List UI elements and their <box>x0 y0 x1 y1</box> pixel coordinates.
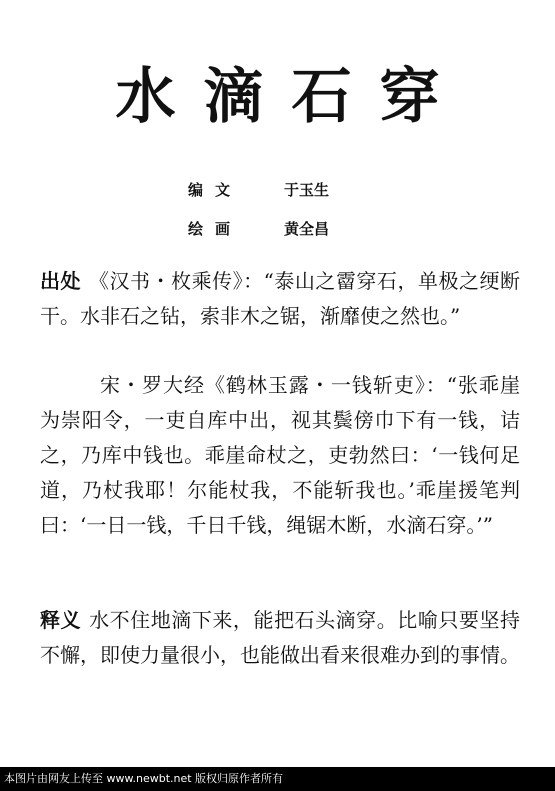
meaning-label: 释义 <box>40 608 82 632</box>
writer-role: 编文 <box>188 181 243 199</box>
writer-credit <box>188 180 329 200</box>
painter-name: 黄全昌 <box>284 220 330 238</box>
watermark-footer: 本图片由网友上传至 www.newbt.net 版权归原作者所有 <box>0 767 555 791</box>
source-label: 出处 <box>40 269 82 293</box>
source-text: 《汉书・枚乘传》：“泰山之霤穿石，单极之绠断干。水非石之钻，索非木之锯，渐靡使之然也。” <box>40 269 520 328</box>
source-paragraph <box>40 264 520 334</box>
painter-role: 绘画 <box>188 220 243 238</box>
painter-credit <box>188 219 329 239</box>
meaning-text: 水不住地滴下来，能把石头滴穿。比喻只要坚持不懈，即使力量很小，也能做出看来很难办到的事情。 <box>40 608 521 667</box>
story-paragraph: 宋・罗大经《鹤林玉露・一钱斩吏》：“张乖崖为崇阳令，一吏自库中出，视其鬓傍巾下有一钱，诘之，乃库中钱也。乖崖命杖之，吏勃然曰：‘一钱何足道，乃杖我耶！尔能杖我，不能斩我也。’乖崖援笔判曰：‘一日一钱，千日千钱，绳锯木断，水滴石穿。’” <box>40 373 520 537</box>
page-title: 水滴石穿 <box>115 62 468 132</box>
writer-name: 于玉生 <box>284 181 330 199</box>
meaning-paragraph <box>40 603 520 673</box>
